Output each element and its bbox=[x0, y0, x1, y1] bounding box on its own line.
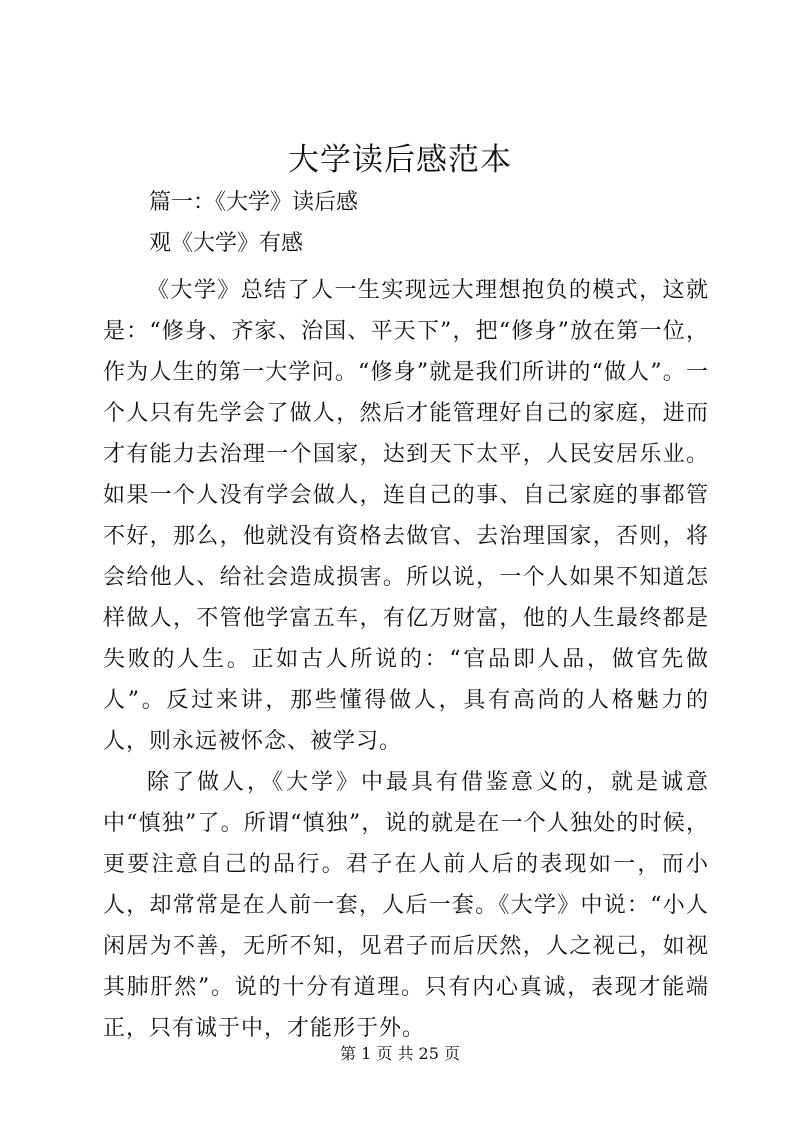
document-title: 大学读后感范本 bbox=[288, 142, 512, 178]
paragraph-2: 除了做人，《大学》中最具有借鉴意义的，就是诚意中“慎独”了。所谓“慎独”，说的就是在一个人独处的时候，更要注意自己的品行。君子在人前人后的表现如一，而小人，却常常是在人前一套，人后一套。《大学》中说：“小人闲居为不善，无所不知，见君子而后厌然，人之视己，如视其肺肝然”。说的十分有道理。只有内心真诚，表现才能端正，只有诚于中，才能形于外。 bbox=[103, 770, 709, 1041]
section-heading: 篇一：《大学》读后感 bbox=[149, 190, 359, 215]
paragraph-1: 《大学》总结了人一生实现远大理想抱负的模式，这就是：“修身、齐家、治国、平天下”，把“修身”放在第一位，作为人生的第一大学问。“修身”就是我们所讲的“做人”。一个人只有先学会了做人，然后才能管理好自己的家庭，进而才有能力去治理一个国家，达到天下太平，人民安居乐业。如果一个人没有学会做人，连自己的事、自己家庭的事都管不好，那么，他就没有资格去做官、去治理国家，否则，将会给他人、给社会造成损害。所以说，一个人如果不知道怎样做人，不管他学富五车，有亿万财富，他的人生最终都是失败的人生。正如古人所说的：“官品即人品，做官先做人”。反过来讲，那些懂得做人，具有高尚的人格魅力的人，则永远被怀念、被学习。 bbox=[103, 278, 709, 754]
page-number-footer: 第 1 页 共 25 页 bbox=[340, 1044, 460, 1063]
body-text bbox=[103, 270, 709, 1049]
sub-heading: 观《大学》有感 bbox=[149, 231, 304, 256]
